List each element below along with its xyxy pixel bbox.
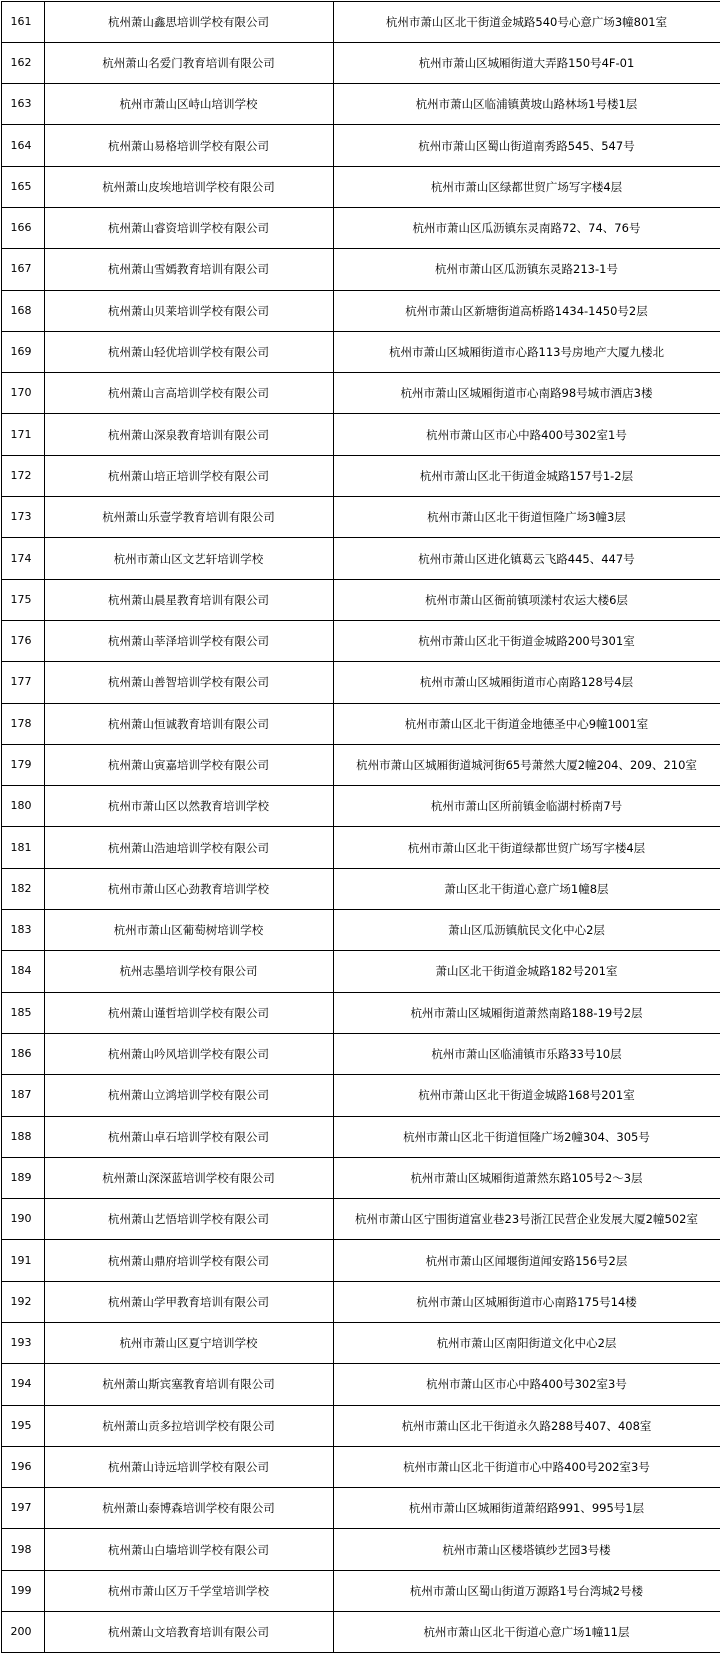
school-address-cell: 杭州市萧山区城厢街道市心南路175号14楼 [333,1281,720,1322]
school-name-cell: 杭州萧山卓石培训学校有限公司 [44,1116,333,1157]
row-number-cell: 194 [1,1364,44,1405]
school-name-cell: 杭州萧山吟风培训学校有限公司 [44,1033,333,1074]
school-address-cell: 杭州市萧山区楼塔镇纱艺园3号楼 [333,1529,720,1570]
table-row [1,1323,720,1364]
school-address-cell: 杭州市萧山区所前镇金临湖村桥南7号 [333,786,720,827]
table-row [1,1529,720,1570]
school-address-cell: 杭州市萧山区城厢街道萧然东路105号2～3层 [333,1157,720,1198]
school-address-cell: 杭州市萧山区城厢街道大弄路150号4F-01 [333,42,720,83]
row-number-cell: 198 [1,1529,44,1570]
school-address-cell: 杭州市萧山区北干街道市心中路400号202室3号 [333,1446,720,1487]
school-name-cell: 杭州萧山乐壹学教育培训有限公司 [44,497,333,538]
school-name-cell: 杭州萧山诗远培训学校有限公司 [44,1446,333,1487]
row-number-cell: 193 [1,1323,44,1364]
row-number-cell: 174 [1,538,44,579]
row-number-cell: 186 [1,1033,44,1074]
table-row [1,249,720,290]
school-name-cell: 杭州萧山晨星教育培训有限公司 [44,579,333,620]
school-address-cell: 萧山区瓜沥镇航民文化中心2层 [333,910,720,951]
row-number-cell: 179 [1,744,44,785]
row-number-cell: 175 [1,579,44,620]
school-address-cell: 杭州市萧山区北干街道金城路540号心意广场3幢801室 [333,1,720,42]
row-number-cell: 177 [1,662,44,703]
school-address-cell: 杭州市萧山区瓜沥镇东灵路213-1号 [333,249,720,290]
row-number-cell: 197 [1,1488,44,1529]
school-name-cell: 杭州萧山斯宾塞教育培训有限公司 [44,1364,333,1405]
school-name-cell: 杭州萧山深泉教育培训有限公司 [44,414,333,455]
school-name-cell: 杭州萧山浩迪培训学校有限公司 [44,827,333,868]
table-row [1,910,720,951]
school-name-cell: 杭州萧山易格培训学校有限公司 [44,125,333,166]
table-row [1,84,720,125]
school-name-cell: 杭州萧山贝莱培训学校有限公司 [44,290,333,331]
table-row [1,662,720,703]
row-number-cell: 181 [1,827,44,868]
school-name-cell: 杭州萧山恒诚教育培训有限公司 [44,703,333,744]
row-number-cell: 163 [1,84,44,125]
school-name-cell: 杭州萧山轻优培训学校有限公司 [44,331,333,372]
table-row [1,1157,720,1198]
row-number-cell: 195 [1,1405,44,1446]
school-address-cell: 杭州市萧山区蜀山街道南秀路545、547号 [333,125,720,166]
school-address-cell: 萧山区北干街道心意广场1幢8层 [333,868,720,909]
school-name-cell: 杭州市萧山区葡萄树培训学校 [44,910,333,951]
table-row [1,1199,720,1240]
row-number-cell: 172 [1,455,44,496]
school-address-cell: 杭州市萧山区城厢街道市心路113号房地产大厦九楼北 [333,331,720,372]
row-number-cell: 200 [1,1612,44,1653]
row-number-cell: 167 [1,249,44,290]
school-address-cell: 杭州市萧山区北干街道心意广场1幢11层 [333,1612,720,1653]
row-number-cell: 189 [1,1157,44,1198]
school-name-cell: 杭州萧山鼎府培训学校有限公司 [44,1240,333,1281]
row-number-cell: 165 [1,166,44,207]
school-address-cell: 杭州市萧山区城厢街道城河街65号萧然大厦2幢204、209、210室 [333,744,720,785]
table-row [1,1,720,42]
row-number-cell: 161 [1,1,44,42]
school-name-cell: 杭州萧山莘泽培训学校有限公司 [44,620,333,661]
row-number-cell: 192 [1,1281,44,1322]
table-row [1,620,720,661]
school-address-cell: 杭州市萧山区宁围街道富业巷23号浙江民营企业发展大厦2幢502室 [333,1199,720,1240]
table-row [1,1033,720,1074]
row-number-cell: 171 [1,414,44,455]
table-row [1,992,720,1033]
school-name-cell: 杭州萧山善智培训学校有限公司 [44,662,333,703]
table-row [1,1488,720,1529]
table-row [1,744,720,785]
school-address-cell: 杭州市萧山区进化镇葛云飞路445、447号 [333,538,720,579]
school-name-cell: 杭州萧山皮埃地培训学校有限公司 [44,166,333,207]
school-name-cell: 杭州萧山文培教育培训有限公司 [44,1612,333,1653]
row-number-cell: 170 [1,373,44,414]
row-number-cell: 176 [1,620,44,661]
school-address-cell: 杭州市萧山区市心中路400号302室3号 [333,1364,720,1405]
schools-table-body [1,1,720,1653]
school-name-cell: 杭州萧山立鸿培训学校有限公司 [44,1075,333,1116]
table-row [1,166,720,207]
table-row [1,1612,720,1653]
school-address-cell: 杭州市萧山区南阳街道文化中心2层 [333,1323,720,1364]
table-row [1,1116,720,1157]
row-number-cell: 191 [1,1240,44,1281]
row-number-cell: 168 [1,290,44,331]
table-row [1,1364,720,1405]
school-name-cell: 杭州萧山贡多拉培训学校有限公司 [44,1405,333,1446]
row-number-cell: 173 [1,497,44,538]
table-row [1,207,720,248]
school-name-cell: 杭州萧山艺悟培训学校有限公司 [44,1199,333,1240]
table-row [1,42,720,83]
row-number-cell: 183 [1,910,44,951]
table-row [1,373,720,414]
school-name-cell: 杭州市萧山区以然教育培训学校 [44,786,333,827]
row-number-cell: 188 [1,1116,44,1157]
table-row [1,125,720,166]
school-name-cell: 杭州市萧山区夏宁培训学校 [44,1323,333,1364]
school-address-cell: 杭州市萧山区衙前镇项漾村农运大楼6层 [333,579,720,620]
row-number-cell: 187 [1,1075,44,1116]
school-address-cell: 杭州市萧山区瓜沥镇东灵南路72、74、76号 [333,207,720,248]
school-address-cell: 杭州市萧山区城厢街道萧然南路188-19号2层 [333,992,720,1033]
school-address-cell: 杭州市萧山区北干街道永久路288号407、408室 [333,1405,720,1446]
row-number-cell: 178 [1,703,44,744]
table-row [1,1240,720,1281]
school-name-cell: 杭州萧山学甲教育培训有限公司 [44,1281,333,1322]
school-address-cell: 杭州市萧山区临浦镇市乐路33号10层 [333,1033,720,1074]
school-address-cell: 杭州市萧山区城厢街道市心南路98号城市酒店3楼 [333,373,720,414]
table-row [1,1281,720,1322]
school-name-cell: 杭州萧山谨哲培训学校有限公司 [44,992,333,1033]
school-address-cell: 杭州市萧山区市心中路400号302室1号 [333,414,720,455]
table-row [1,1075,720,1116]
school-address-cell: 杭州市萧山区城厢街道市心南路128号4层 [333,662,720,703]
table-row [1,1446,720,1487]
school-name-cell: 杭州萧山深深蓝培训学校有限公司 [44,1157,333,1198]
table-row [1,703,720,744]
school-name-cell: 杭州萧山鑫思培训学校有限公司 [44,1,333,42]
school-address-cell: 杭州市萧山区北干街道恒隆广场3幢3层 [333,497,720,538]
row-number-cell: 184 [1,951,44,992]
school-name-cell: 杭州市萧山区峙山培训学校 [44,84,333,125]
school-address-cell: 杭州市萧山区北干街道恒隆广场2幢304、305号 [333,1116,720,1157]
table-row [1,538,720,579]
row-number-cell: 162 [1,42,44,83]
school-address-cell: 杭州市萧山区北干街道金城路157号1-2层 [333,455,720,496]
school-name-cell: 杭州萧山泰博森培训学校有限公司 [44,1488,333,1529]
school-address-cell: 杭州市萧山区城厢街道萧绍路991、995号1层 [333,1488,720,1529]
school-name-cell: 杭州萧山言高培训学校有限公司 [44,373,333,414]
table-row [1,1405,720,1446]
table-row [1,951,720,992]
school-address-cell: 杭州市萧山区蜀山街道万源路1号台湾城2号楼 [333,1570,720,1611]
school-address-cell: 杭州市萧山区闻堰街道闻安路156号2层 [333,1240,720,1281]
table-row [1,455,720,496]
row-number-cell: 180 [1,786,44,827]
table-row [1,414,720,455]
school-name-cell: 杭州市萧山区心劲教育培训学校 [44,868,333,909]
table-row [1,497,720,538]
school-address-cell: 杭州市萧山区北干街道金地德圣中心9幢1001室 [333,703,720,744]
row-number-cell: 169 [1,331,44,372]
table-row [1,290,720,331]
school-name-cell: 杭州萧山白墙培训学校有限公司 [44,1529,333,1570]
school-address-cell: 杭州市萧山区新塘街道高桥路1434-1450号2层 [333,290,720,331]
row-number-cell: 166 [1,207,44,248]
row-number-cell: 164 [1,125,44,166]
row-number-cell: 190 [1,1199,44,1240]
row-number-cell: 185 [1,992,44,1033]
table-row [1,786,720,827]
school-address-cell: 杭州市萧山区临浦镇黄坡山路林场1号楼1层 [333,84,720,125]
table-row [1,868,720,909]
school-address-cell: 杭州市萧山区绿都世贸广场写字楼4层 [333,166,720,207]
school-name-cell: 杭州萧山名爱门教育培训有限公司 [44,42,333,83]
school-name-cell: 杭州市萧山区万千学堂培训学校 [44,1570,333,1611]
school-address-cell: 杭州市萧山区北干街道金城路168号201室 [333,1075,720,1116]
row-number-cell: 196 [1,1446,44,1487]
school-name-cell: 杭州萧山雪嫣教育培训有限公司 [44,249,333,290]
table-row [1,1570,720,1611]
school-address-cell: 杭州市萧山区北干街道金城路200号301室 [333,620,720,661]
school-name-cell: 杭州市萧山区文艺轩培训学校 [44,538,333,579]
table-row [1,331,720,372]
school-name-cell: 杭州萧山培正培训学校有限公司 [44,455,333,496]
school-name-cell: 杭州志墨培训学校有限公司 [44,951,333,992]
table-row [1,827,720,868]
row-number-cell: 182 [1,868,44,909]
school-name-cell: 杭州萧山寅嘉培训学校有限公司 [44,744,333,785]
schools-table [1,1,720,1654]
school-address-cell: 萧山区北干街道金城路182号201室 [333,951,720,992]
table-row [1,579,720,620]
school-address-cell: 杭州市萧山区北干街道绿都世贸广场写字楼4层 [333,827,720,868]
row-number-cell: 199 [1,1570,44,1611]
school-name-cell: 杭州萧山睿资培训学校有限公司 [44,207,333,248]
